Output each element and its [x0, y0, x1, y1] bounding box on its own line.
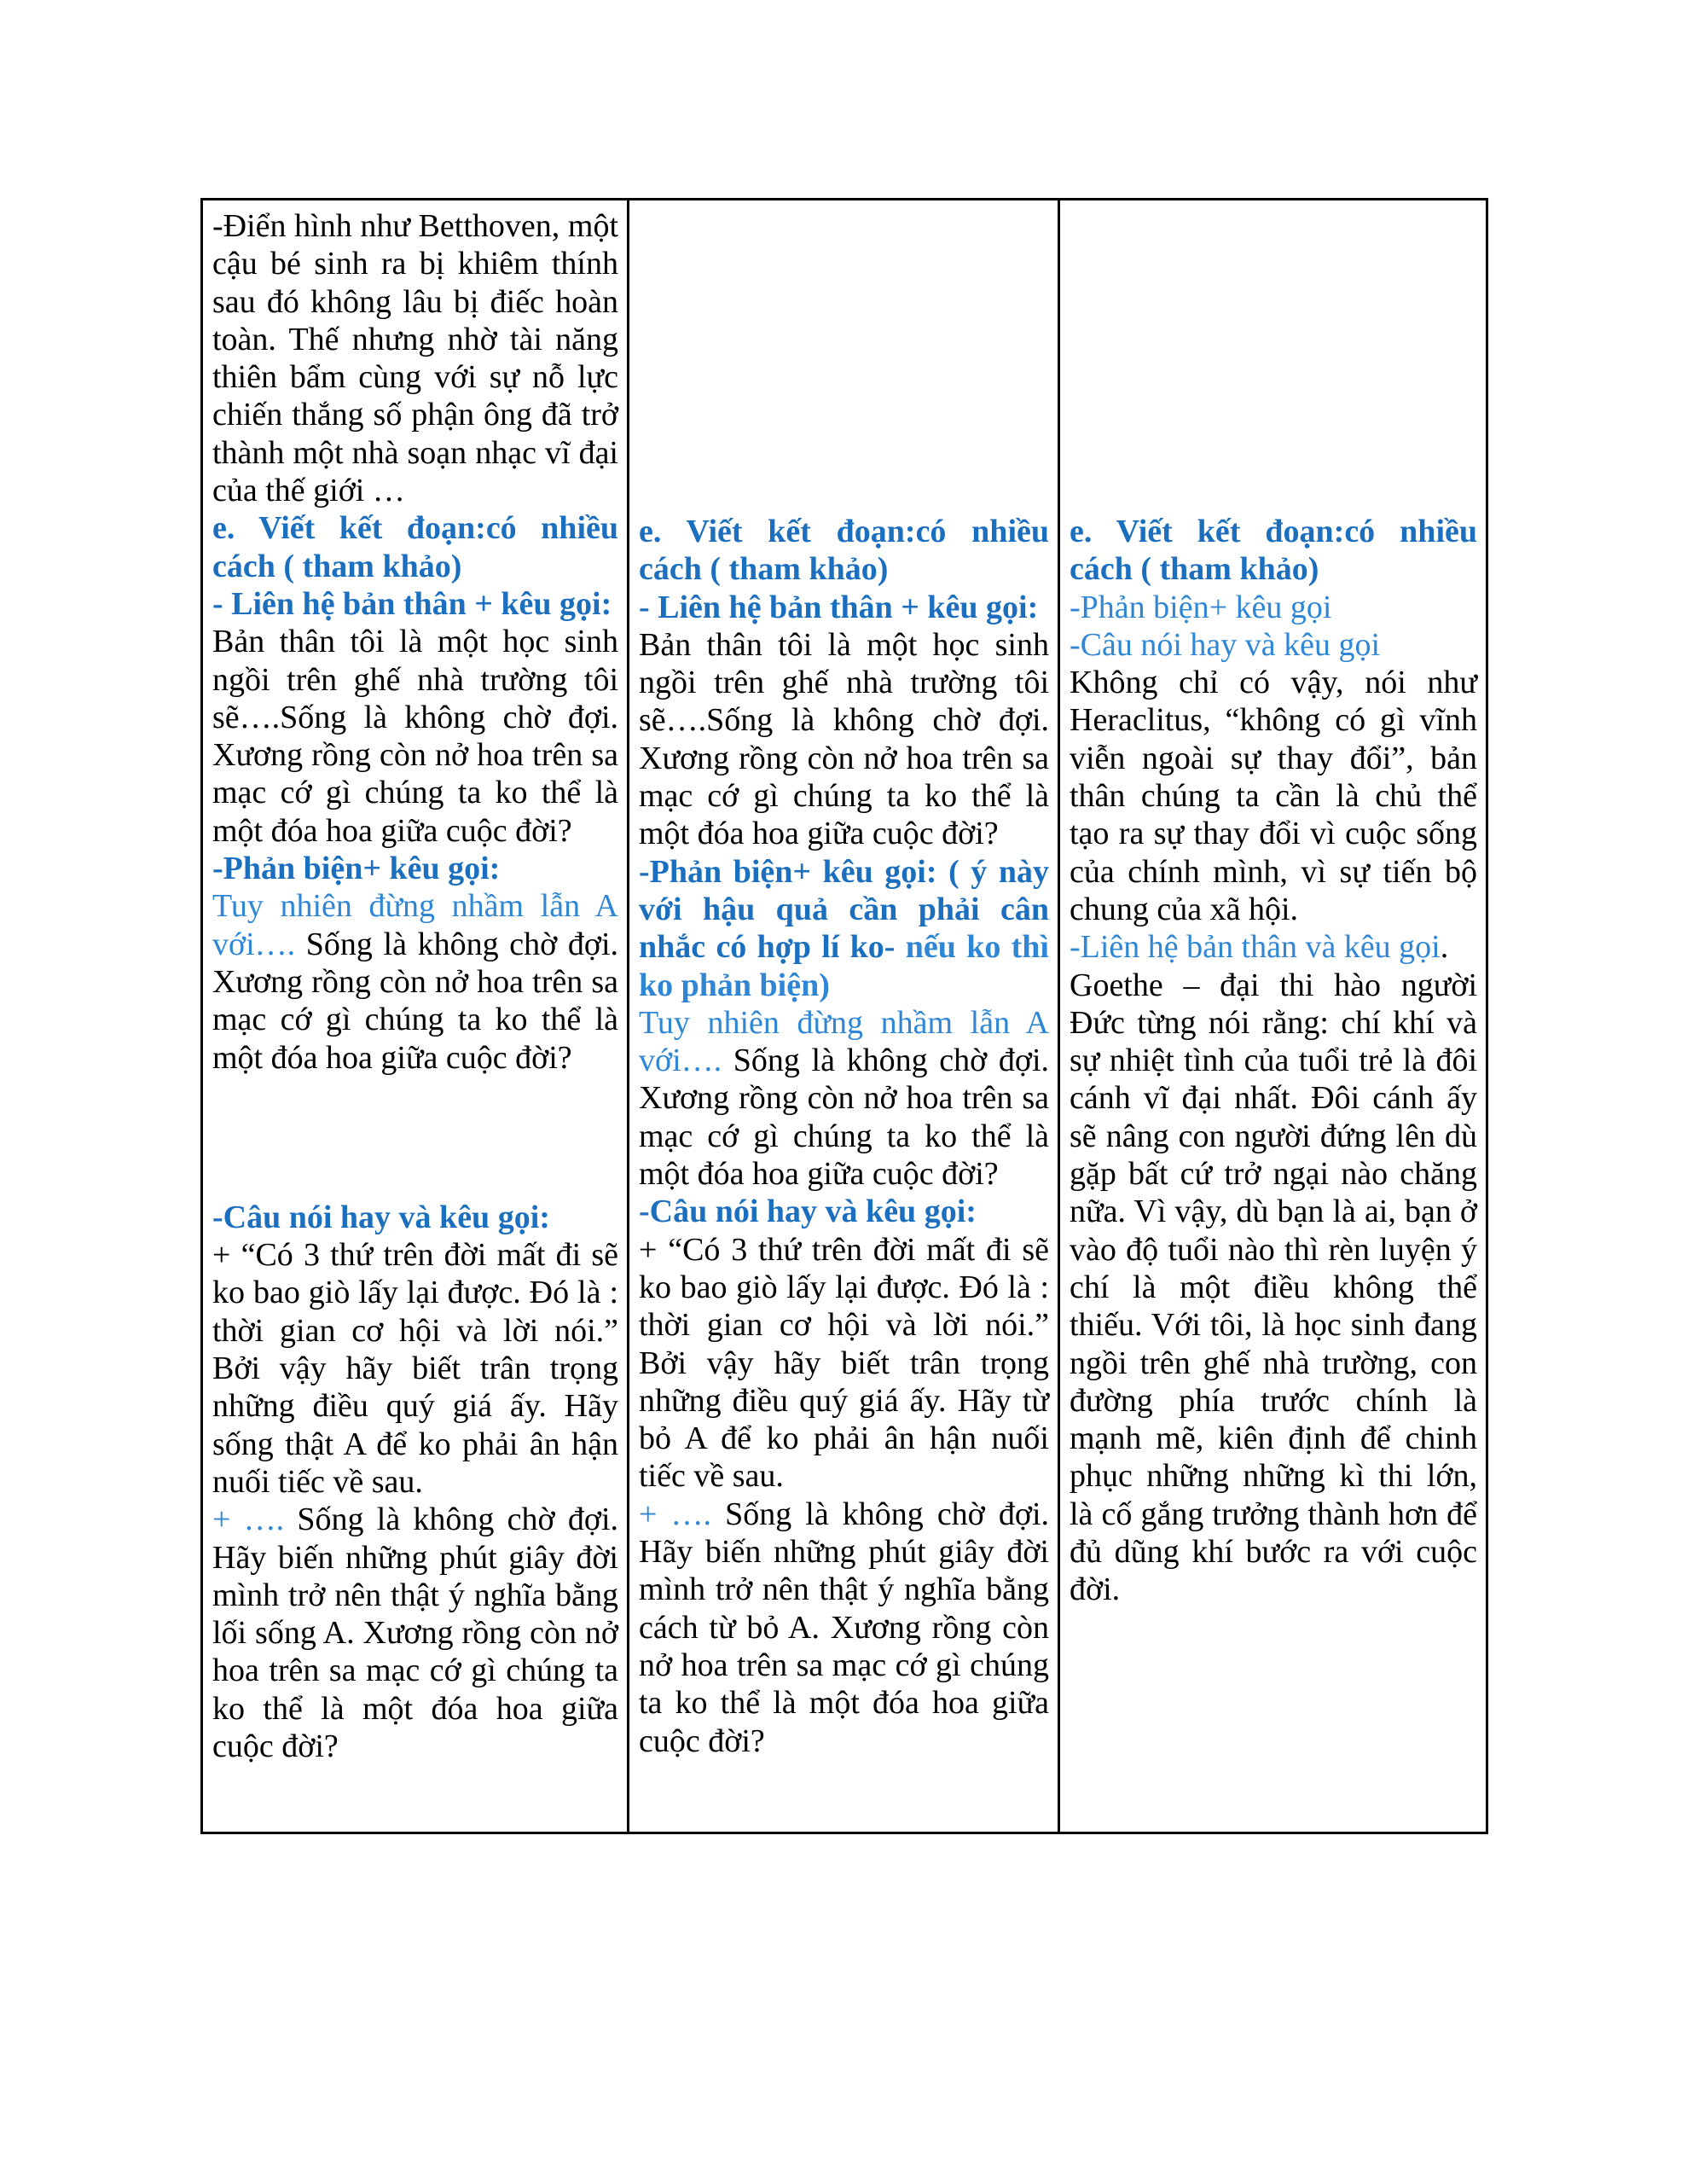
- table-column-left: [203, 200, 629, 1832]
- paragraph-heraclitus-col3: Không chỉ có vậy, nói như Heraclitus, “không có gì vĩnh viễn ngoài sự thay đổi”, bản thân chúng ta cần là chủ thể tạo ra sự thay đổi vì cuộc sống của chính mình, vì sự tiến bộ chung của xã hội.: [1070, 665, 1477, 927]
- paragraph-phan-bien-body-col1: [212, 887, 618, 1076]
- paragraph-phan-bien-body-col2: [639, 1004, 1049, 1193]
- heading-phan-bien-col1: -Phản biện+ kêu gọi:: [212, 851, 501, 887]
- subheading-cau-noi-hay-col3: -Câu nói hay và kêu gọi: [1070, 626, 1381, 663]
- heading-cau-noi-hay-col1: -Câu nói hay và kêu gọi:: [212, 1199, 550, 1235]
- lien-he-lead-col3: -Liên hệ bản thân và kêu gọi: [1070, 929, 1441, 966]
- paragraph-goethe-col3: Goethe – đại thi hào người Đức từng nói rằng: chí khí và sự nhiệt tình của tuổi trẻ là đôi cánh vĩ đại nhất. Đôi cánh ấy sẽ nâng con người đứng lên dù gặp bất cứ trở ngại nào chăng nữa. Vì vậy, dù bạn là ai, bạn ở vào độ tuổi nào thì rèn luyện ý chí là một điều không thể thiếu. Với tôi, là học sinh đang ngồi trên ghế nhà trường, con đường phía trước chính là mạnh mẽ, kiên định để chinh phục những những kì thi lớn, là cố gắng trưởng thành hơn để đủ dũng khí bước ra với cuộc đời.: [1070, 967, 1477, 1608]
- table-column-right: [1060, 200, 1486, 1832]
- paragraph-betthoven-example: -Điển hình như Betthoven, một cậu bé sinh ra bị khiêm thính sau đó không lâu bị điếc hoàn toàn. Thế nhưng nhờ tài năng thiên bẩm cùng với sự nỗ lực chiến thắng số phận ông đã trở thành một nhà soạn nhạc vĩ đại của thế giới …: [212, 208, 618, 509]
- heading-lien-he-ban-than-col2: - Liên hệ bản thân + kêu gọi:: [639, 589, 1039, 625]
- heading-cau-noi-hay-col2: -Câu nói hay và kêu gọi:: [639, 1194, 977, 1230]
- heading-viet-ket-doan-col3: e. Viết kết đoạn:có nhiều cách ( tham khảo): [1070, 514, 1477, 588]
- blank-top-col3: [1070, 207, 1477, 513]
- paragraph-quote-3-thu-col2: + “Có 3 thứ trên đời mất đi sẽ ko bao giò lấy lại được. Đó là : thời gian cơ hội và lời nói.” Bởi vậy hãy biết trân trọng những điều quý giá ấy. Hãy từ bỏ A để ko phải ân hận nuối tiếc về sau.: [639, 1231, 1049, 1495]
- plus-dots-rest-col2: Sống là không chờ đợi. Hãy biến những phút giây đời mình trở nên thật ý nghĩa bằng cách từ bỏ A. Xương rồng còn nở hoa trên sa mạc cớ gì chúng ta ko thể là một đóa hoa giữa cuộc đời?: [639, 1496, 1049, 1759]
- phan-bien-lead-col1: Tuy nhiên đừng nhầm lẫn A với….: [212, 888, 618, 962]
- heading-phan-bien-col2: [639, 853, 1049, 1004]
- heading-lien-he-ban-than-col1: - Liên hệ bản thân + kêu gọi:: [212, 585, 612, 622]
- heading-viet-ket-doan-col1: e. Viết kết đoạn:có nhiều cách ( tham khảo): [212, 510, 618, 584]
- paragraph-ban-than-toi-col1: Bản thân tôi là một học sinh ngồi trên ghế nhà trường tôi sẽ….Sống là không chờ đợi. Xương rồng còn nở hoa trên sa mạc cớ gì chúng ta ko thể là một đóa hoa giữa cuộc đời?: [212, 624, 618, 849]
- plus-dots-rest-col1: Sống là không chờ đợi. Hãy biến những phút giây đời mình trở nên thật ý nghĩa bằng lối sống A. Xương rồng còn nở hoa trên sa mạc cớ gì chúng ta ko thể là một đóa hoa giữa cuộc đời?: [212, 1502, 619, 1764]
- comparison-table: [200, 198, 1488, 1834]
- table-column-middle: [629, 200, 1060, 1832]
- phan-bien-rest-col2: Sống là không chờ đợi. Xương rồng còn nở hoa trên sa mạc cớ gì chúng ta ko thể là một đóa hoa giữa cuộc đời?: [639, 1043, 1049, 1193]
- subheading-lien-he-ban-than-col3: [1070, 928, 1477, 966]
- lien-he-rest-col3: .: [1440, 929, 1449, 966]
- blank-top-col2: [639, 207, 1049, 513]
- phan-bien-heading-lead-col2: -Phản biện+ kêu gọi: ( ý này với hậu quả cần phải cân nhắc có hợp lí ko-: [639, 853, 1049, 966]
- phan-bien-lead-col2: Tuy nhiên đừng nhầm lẫn A với….: [639, 1004, 1049, 1079]
- paragraph-song-la-khong-cho-doi-col2: [639, 1496, 1049, 1760]
- paragraph-quote-3-thu-col1: + “Có 3 thứ trên đời mất đi sẽ ko bao giò lấy lại được. Đó là : thời gian cơ hội và lời nói.” Bởi vậy hãy biết trân trọng những điều quý giá ấy. Hãy sống thật A để ko phải ân hận nuối tiếc về sau.: [212, 1237, 618, 1500]
- paragraph-song-la-khong-cho-doi-col1: [212, 1501, 618, 1765]
- plus-dots-lead-col1: + ….: [212, 1502, 285, 1538]
- plus-dots-lead-col2: + ….: [639, 1496, 711, 1532]
- phan-bien-heading-rest-col2: nếu ko thì ko phản biện): [639, 929, 1049, 1003]
- phan-bien-rest-col1: Sống là không chờ đợi. Xương rồng còn nở hoa trên sa mạc cớ gì chúng ta ko thể là một đóa hoa giữa cuộc đời?: [212, 926, 618, 1076]
- heading-viet-ket-doan-col2: e. Viết kết đoạn:có nhiều cách ( tham khảo): [639, 514, 1049, 588]
- subheading-phan-bien-col3: -Phản biện+ kêu gọi: [1070, 589, 1332, 625]
- blank-gap-col1: [212, 1077, 618, 1199]
- paragraph-ban-than-toi-col2: Bản thân tôi là một học sinh ngồi trên ghế nhà trường tôi sẽ….Sống là không chờ đợi. Xương rồng còn nở hoa trên sa mạc cớ gì chúng ta ko thể là một đóa hoa giữa cuộc đời?: [639, 626, 1049, 852]
